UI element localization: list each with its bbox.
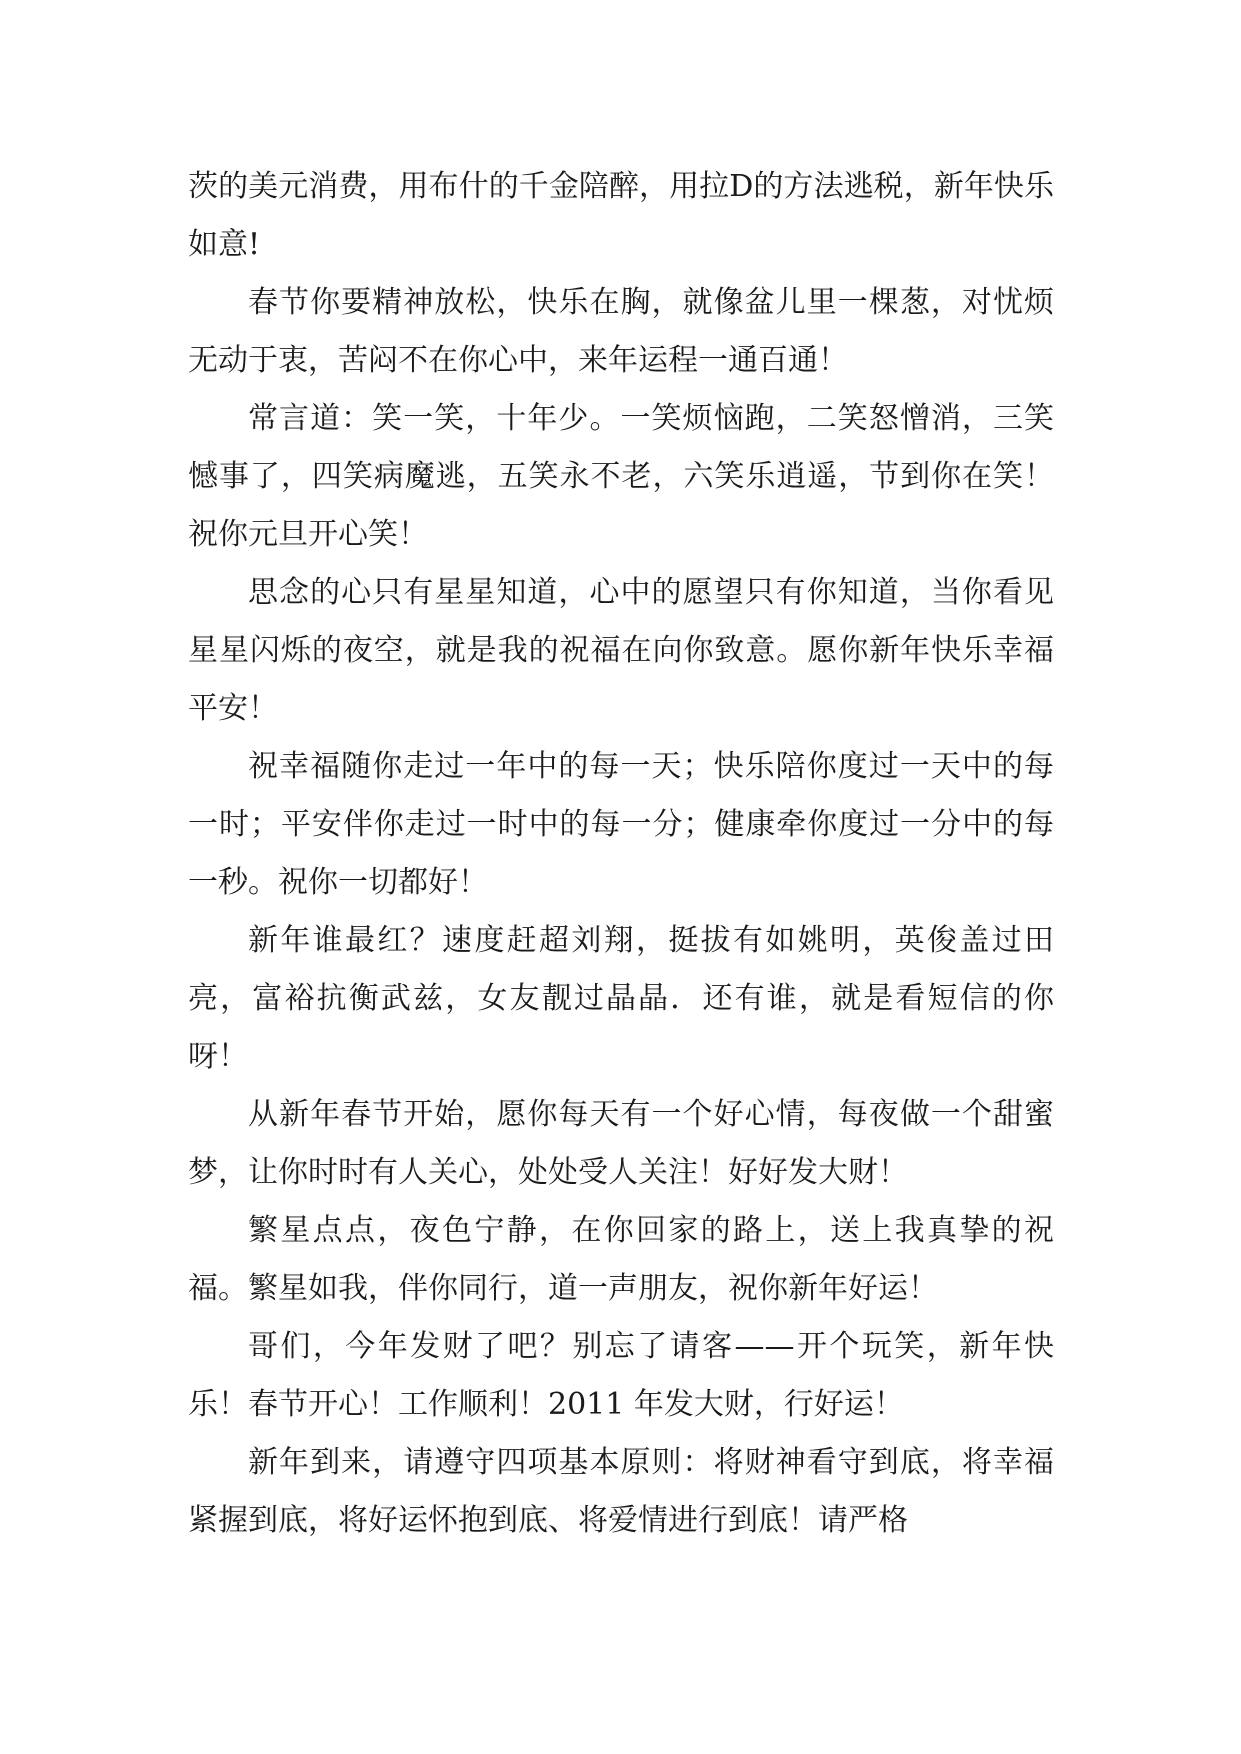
paragraph-9: 哥们，今年发财了吧？别忘了请客——开个玩笑，新年快乐！春节开心！工作顺利！2011 年发大财，行好运！ [188, 1329, 1054, 1422]
document-body [188, 158, 1054, 1550]
paragraph-8: 繁星点点，夜色宁静，在你回家的路上，送上我真挚的祝福。繁星如我，伴你同行，道一声朋友，祝你新年好运！ [188, 1213, 1054, 1306]
paragraph-6: 新年谁最红？速度赶超刘翔，挺拔有如姚明，英俊盖过田亮，富裕抗衡武兹，女友靓过晶晶．还有谁，就是看短信的你呀！ [188, 923, 1054, 1074]
paragraph-2: 春节你要精神放松，快乐在胸，就像盆儿里一棵葱，对忧烦无动于衷，苦闷不在你心中，来年运程一通百通！ [188, 285, 1054, 378]
paragraph-10: 新年到来，请遵守四项基本原则：将财神看守到底，将幸福紧握到底，将好运怀抱到底、将爱情进行到底！请严格 [188, 1445, 1054, 1538]
paragraph-7: 从新年春节开始，愿你每天有一个好心情，每夜做一个甜蜜梦，让你时时有人关心，处处受人关注！好好发大财！ [188, 1097, 1054, 1190]
paragraph-1: 茨的美元消费，用布什的千金陪醉，用拉D的方法逃税，新年快乐如意! [188, 169, 1054, 262]
paragraph-3: 常言道：笑一笑，十年少。一笑烦恼跑，二笑怒憎消，三笑憾事了，四笑病魔逃，五笑永不老，六笑乐逍遥，节到你在笑！祝你元旦开心笑！ [188, 401, 1054, 552]
paragraph-4: 思念的心只有星星知道，心中的愿望只有你知道，当你看见星星闪烁的夜空，就是我的祝福在向你致意。愿你新年快乐幸福平安！ [188, 575, 1054, 726]
paragraph-5: 祝幸福随你走过一年中的每一天；快乐陪你度过一天中的每一时；平安伴你走过一时中的每一分；健康牵你度过一分中的每一秒。祝你一切都好！ [188, 749, 1054, 900]
